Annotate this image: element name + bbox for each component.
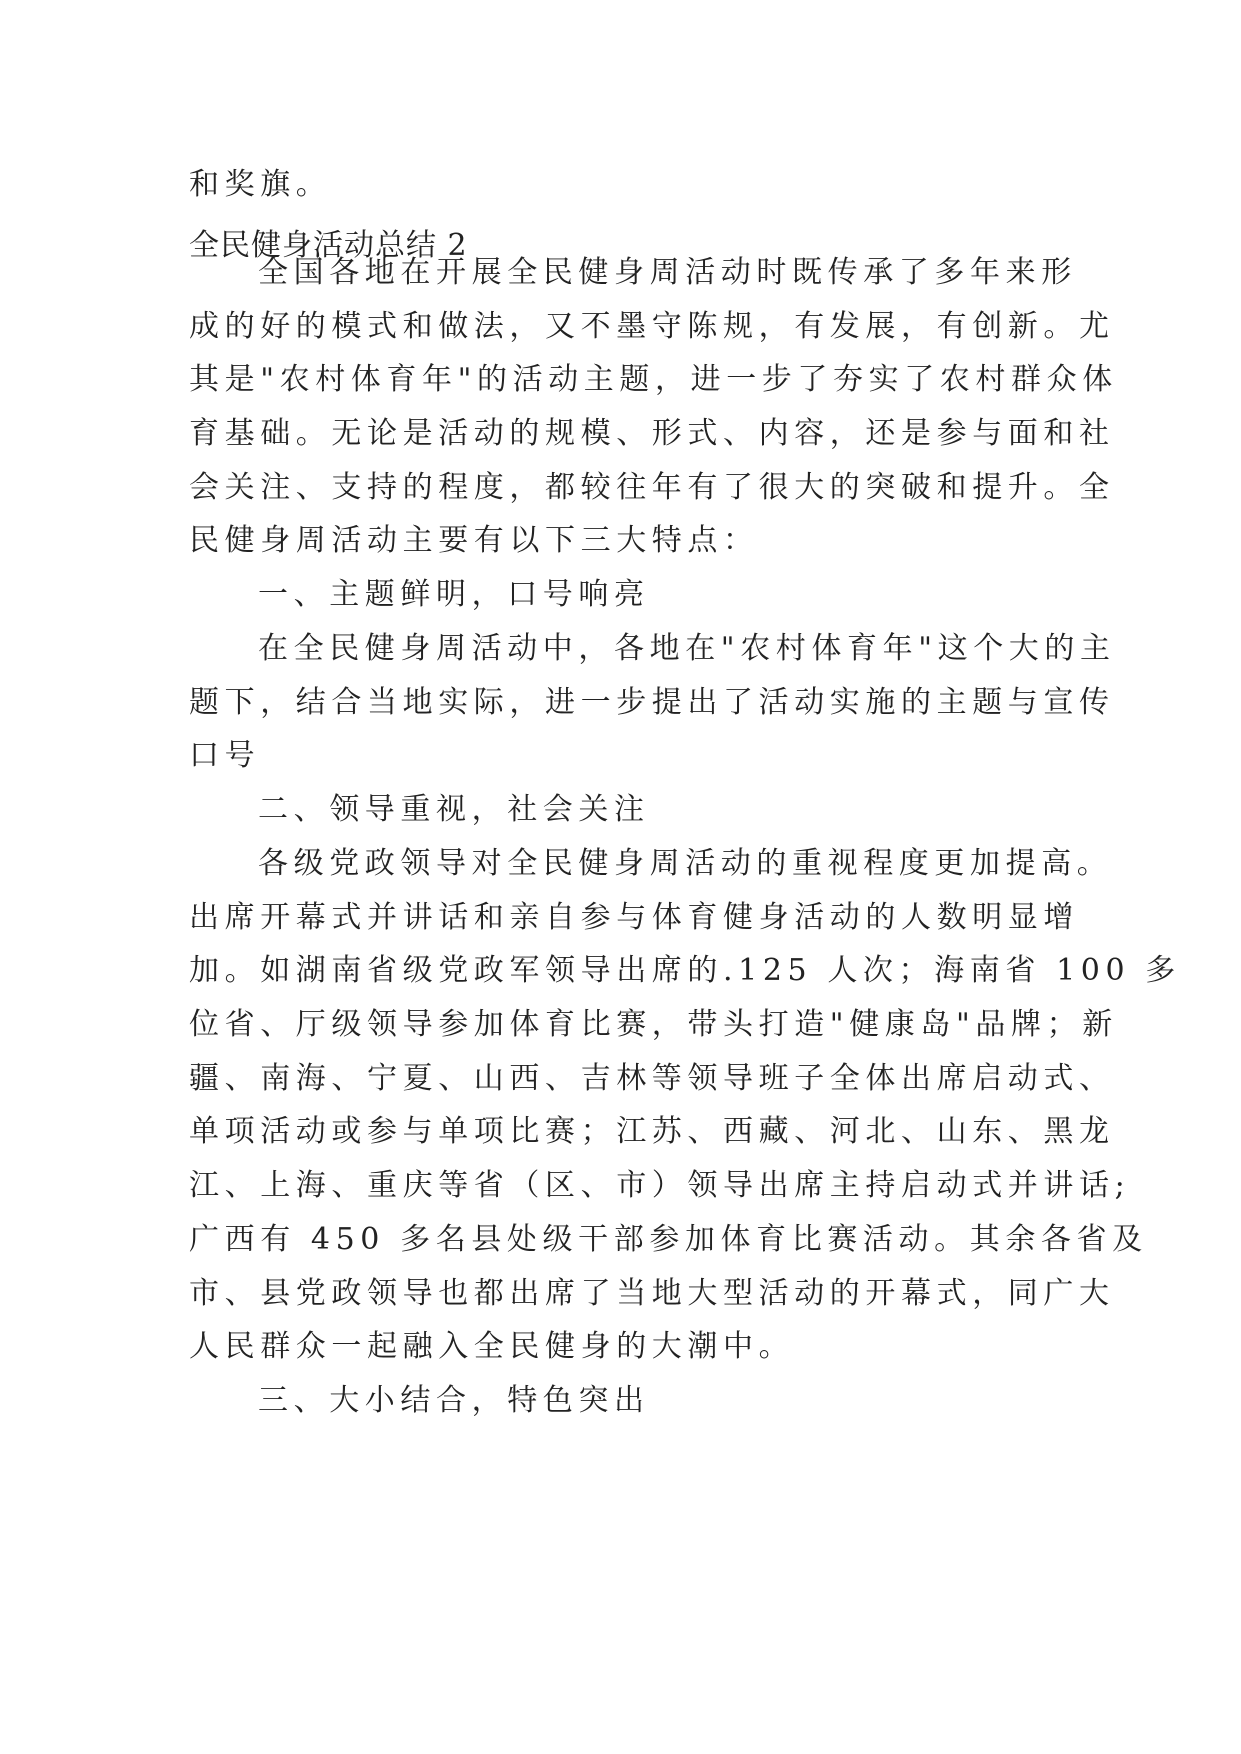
paragraph-line: 全国各地在开展全民健身周活动时既传承了多年来形 [258,255,1077,290]
paragraph-line: 各级党政领导对全民健身周活动的重视程度更加提高。 [258,846,1113,881]
subheading: 三、大小结合，特色突出 [258,1383,650,1418]
paragraph-line: 广西有 450 多名县处级干部参加体育比赛活动。其余各省及 [189,1222,1148,1257]
paragraph-line: 市、县党政领导也都出席了当地大型活动的开幕式，同广大 [189,1276,1115,1311]
paragraph-line: 单项活动或参与单项比赛；江苏、西藏、河北、山东、黑龙 [189,1114,1115,1149]
paragraph-line: 人民群众一起融入全民健身的大潮中。 [189,1329,795,1364]
paragraph-line: 成的好的模式和做法，又不墨守陈规，有发展，有创新。尤 [189,309,1115,344]
paragraph-line: 江、上海、重庆等省（区、市）领导出席主持启动式并讲话; [189,1168,1131,1203]
paragraph-line: 其是"农村体育年"的活动主题，进一步了夯实了农村群众体 [189,362,1118,397]
paragraph-line: 口号 [189,738,261,773]
paragraph-line: 在全民健身周活动中，各地在"农村体育年"这个大的主 [258,631,1116,666]
paragraph-line: 加。如湖南省级党政军领导出席的.125 人次；海南省 100 多 [189,953,1181,988]
section-title: 全民健身活动总结 2 [189,228,468,263]
paragraph-line: 疆、南海、宁夏、山西、吉林等领导班子全体出席启动式、 [189,1061,1115,1096]
paragraph-line: 育基础。无论是活动的规模、形式、内容，还是参与面和社 [189,416,1115,451]
subheading: 一、主题鲜明，口号响亮 [258,577,650,612]
paragraph-line: 会关注、支持的程度，都较往年有了很大的突破和提升。全 [189,470,1115,505]
paragraph-line: 出席开幕式并讲话和亲自参与体育健身活动的人数明显增 [189,900,1079,935]
paragraph-line: 民健身周活动主要有以下三大特点： [189,523,759,558]
paragraph-line: 题下，结合当地实际，进一步提出了活动实施的主题与宣传 [189,685,1115,720]
text-line: 和奖旗。 [189,167,332,202]
paragraph-line: 位省、厅级领导参加体育比赛，带头打造"健康岛"品牌；新 [189,1007,1118,1042]
subheading: 二、领导重视，社会关注 [258,792,650,827]
